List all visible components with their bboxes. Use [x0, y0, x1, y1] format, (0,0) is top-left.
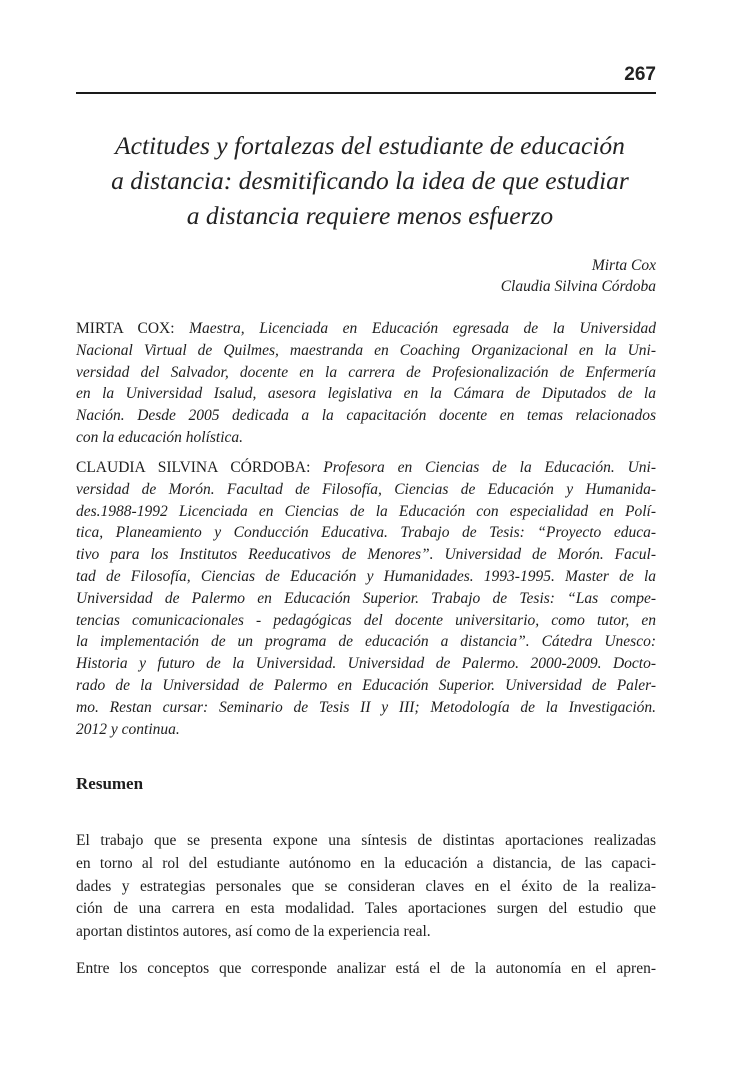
author-bio-cordoba: [76, 457, 656, 740]
page-number: 267: [624, 64, 656, 85]
title-line: a distancia: desmitificando la idea de que estudiar: [111, 166, 629, 195]
bio-author-name: MIRTA COX:: [76, 320, 175, 337]
bio-line: [76, 318, 656, 340]
bio-line: Universidad de Palermo en Educación Superior. Trabajo de Tesis: “Las compe-: [76, 589, 656, 607]
bio-text: Profesora en Ciencias de la Educación. Uni-: [323, 459, 656, 476]
bio-line: versidad del Salvador, docente en la carrera de Profesionalización de Enfermería: [76, 363, 656, 381]
bio-line: des.1988-1992 Licenciada en Ciencias de la Educación con especialidad en Polí-: [76, 502, 656, 520]
author-bio-cox: [76, 318, 656, 449]
title-line: Actitudes y fortalezas del estudiante de educación: [115, 131, 625, 160]
abstract-paragraph: [76, 958, 656, 981]
author-name: Mirta Cox: [591, 257, 656, 274]
section-heading-resumen: Resumen: [76, 774, 144, 793]
paragraph-line: ción de una carrera en esta modalidad. Tales aportaciones surgen del estudio que: [76, 900, 656, 918]
bio-line: Nacional Virtual de Quilmes, maestranda en Coaching Organizacional en la Uni-: [76, 341, 656, 359]
bio-line: tivo para los Institutos Reeducativos de Menores”. Universidad de Morón. Facul-: [76, 546, 656, 564]
paragraph-line: aportan distintos autores, así como de la experiencia real.: [76, 923, 431, 941]
bio-line: tencias comunicacionales - pedagógicas del docente universitario, como tutor, en: [76, 611, 656, 629]
article-title: [70, 128, 670, 233]
header-rule: [76, 92, 656, 94]
paragraph-line: dades y estrategias personales que se consideran claves en el éxito de la realiza-: [76, 877, 656, 895]
bio-line: Historia y futuro de la Universidad. Universidad de Palermo. 2000-2009. Docto-: [76, 655, 656, 673]
author-list: [501, 255, 656, 297]
abstract-paragraph: [76, 830, 656, 944]
bio-line: mo. Restan cursar: Seminario de Tesis II y III; Metodología de la Investigación.: [76, 698, 656, 716]
paragraph-line: El trabajo que se presenta expone una síntesis de distintas aportaciones realizadas: [76, 832, 656, 849]
bio-line: versidad de Morón. Facultad de Filosofía, Ciencias de Educación y Humanida-: [76, 480, 656, 498]
bio-line: Nación. Desde 2005 dedicada a la capacitación docente en temas relacionados: [76, 407, 656, 425]
paragraph-line: Entre los conceptos que corresponde analizar está el de la autonomía en el apren-: [76, 960, 656, 977]
bio-line: con la educación holística.: [76, 428, 244, 446]
bio-line: 2012 y continua.: [76, 720, 180, 738]
paragraph-line: en torno al rol del estudiante autónomo en la educación a distancia, de las capaci-: [76, 854, 656, 872]
bio-line: tad de Filosofía, Ciencias de Educación y Humanidades. 1993-1995. Master de la: [76, 567, 656, 585]
bio-line: en la Universidad Isalud, asesora legislativa en la Cámara de Diputados de la: [76, 385, 656, 403]
title-line: a distancia requiere menos esfuerzo: [186, 201, 554, 230]
bio-line: [76, 457, 656, 479]
bio-text: Maestra, Licenciada en Educación egresada de la Universidad: [189, 320, 657, 337]
bio-author-name: CLAUDIA SILVINA CÓRDOBA:: [76, 459, 311, 476]
bio-line: la implementación de un programa de educación a distancia”. Cátedra Unesco:: [76, 633, 656, 651]
author-name: Claudia Silvina Córdoba: [500, 278, 656, 295]
bio-line: tica, Planeamiento y Conducción Educativa. Trabajo de Tesis: “Proyecto educa-: [76, 524, 656, 542]
bio-line: rado de la Universidad de Palermo en Educación Superior. Universidad de Paler-: [76, 676, 656, 694]
